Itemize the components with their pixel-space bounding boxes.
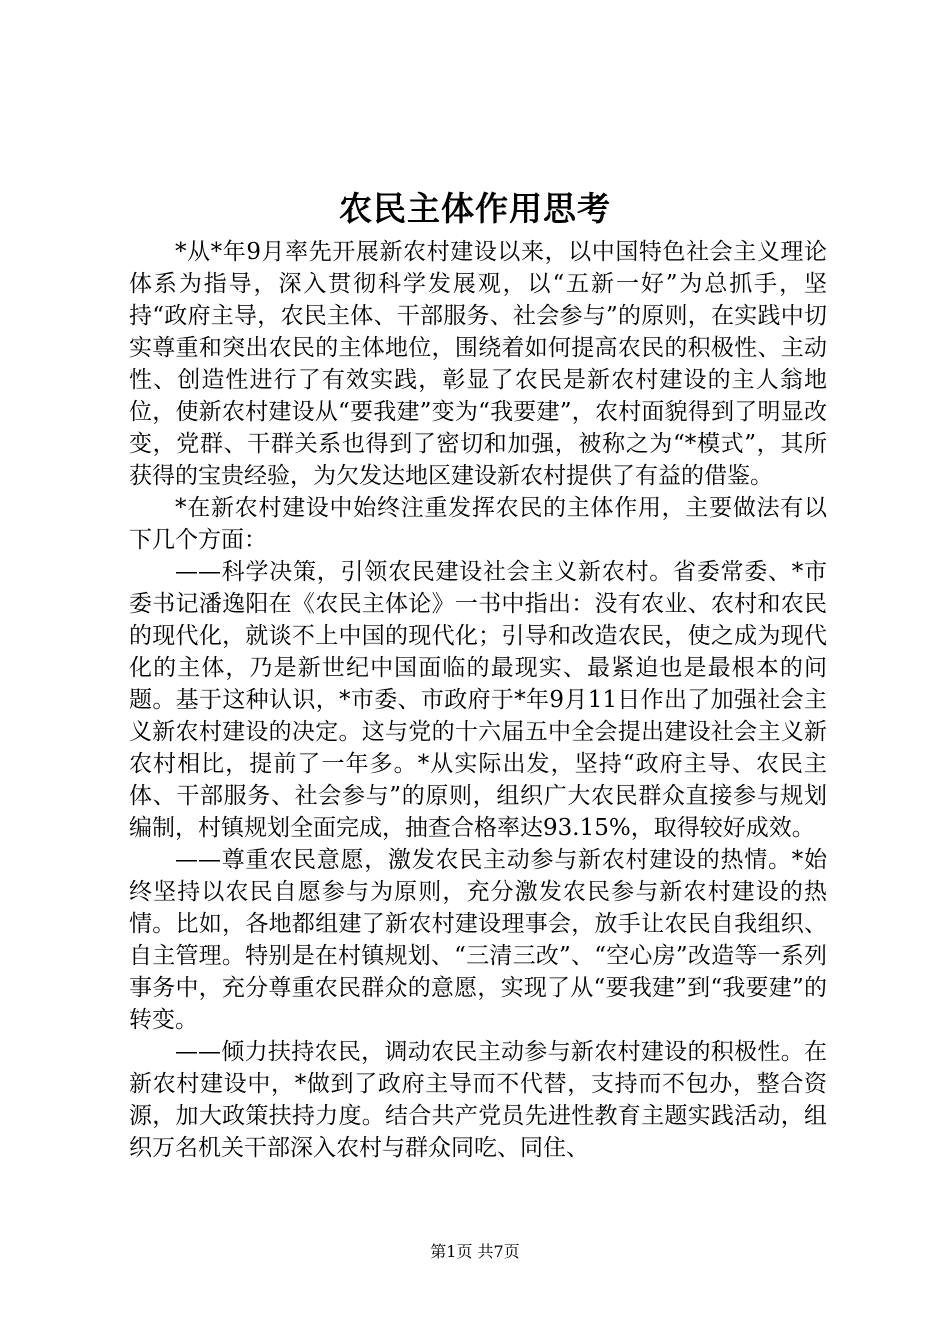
paragraph-main-methods: *在新农村建设中始终注重发挥农民的主体作用，主要做法有以下几个方面：: [129, 495, 827, 553]
paragraph-support-farmers: ——倾力扶持农民，调动农民主动参与新农村建设的积极性。在新农村建设中，*做到了政府主导而不代替，支持而不包办，整合资源，加大政策扶持力度。结合共产党员先进性教育主题实践活动，组织万名机关干部深入农村与群众同吃、同住、: [129, 1039, 827, 1161]
paragraph-respect-farmers: ——尊重农民意愿，激发农民主动参与新农村建设的热情。*始终坚持以农民自愿参与为原则，充分激发农民参与新农村建设的热情。比如，各地都组建了新农村建设理事会，放手让农民自我组织、自主管理。特别是在村镇规划、“三清三改”、“空心房”改造等一系列事务中，充分尊重农民群众的意愿，实现了从“要我建”到“我要建”的转变。: [129, 847, 827, 1033]
paragraph-scientific-decision: ——科学决策，引领农民建设社会主义新农村。省委常委、*市委书记潘逸阳在《农民主体论》一书中指出：没有农业、农村和农民的现代化，就谈不上中国的现代化；引导和改造农民，使之成为现代化的主体，乃是新世纪中国面临的最现实、最紧迫也是最根本的问题。基于这种认识，*市委、市政府于*年9月11日作出了加强社会主义新农村建设的决定。这与党的十六届五中全会提出建设社会主义新农村相比，提前了一年多。*从实际出发，坚持“政府主导、农民主体、干部服务、社会参与”的原则，组织广大农民群众直接参与规划编制，村镇规划全面完成，抽查合格率达93.15%，取得较好成效。: [129, 559, 827, 841]
document-title: 农民主体作用思考: [339, 189, 611, 228]
document-body: [129, 236, 827, 1164]
paragraph-intro: *从*年9月率先开展新农村建设以来，以中国特色社会主义理论体系为指导，深入贯彻科学发展观，以“五新一好”为总抓手，坚持“政府主导，农民主体、干部服务、社会参与”的原则，在实践中切实尊重和突出农民的主体地位，围绕着如何提高农民的积极性、主动性、创造性进行了有效实践，彰显了农民是新农村建设的主人翁地位，使新农村建设从“要我建”变为“我要建”，农村面貌得到了明显改变，党群、干群关系也得到了密切和加强，被称之为“*模式”，其所获得的宝贵经验，为欠发达地区建设新农村提供了有益的借鉴。: [129, 239, 827, 489]
page-number-footer: 第1页 共7页: [430, 1242, 520, 1261]
